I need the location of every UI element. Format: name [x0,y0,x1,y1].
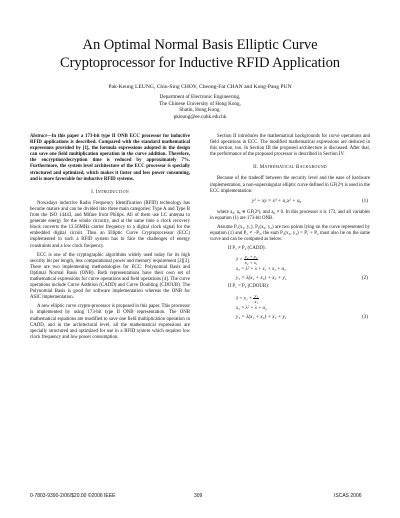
equation-2-number: (2) [361,275,368,282]
cdoub-lambda-fraction [253,293,259,304]
cadd-lambda-denominator: x₂ + x₁ [244,260,258,266]
author-email: pkleung@ee.cuhk.edu.hk [173,113,227,120]
affiliation-block [10,94,390,120]
cadd-lambda [236,254,370,265]
abstract-text: —In this paper a 173-bit type II ONB ECC processor for inductive RFID applications is described. Compared with the standard mathematical expressions provided by [1], the formula expressions adopted in the design can save one field multiplication operation in the curve addition. Therefore, the encryption/decryption time is reduced by approximately 7%. Furthermore, the system level architecture of the ECC processor is specially structured and optimized, which makes it faster and less power consuming, and is more favorable for inductive RFID systems. [30,134,190,182]
cadd-lambda-numerator: y₂ + y₁ [244,254,258,260]
section-overview-paragraph: Section II introduces the mathematical backgrounds for curve operations and field operations in ECC. The modified mathematical expressions are deduced in this section, too. In Section III the proposed architecture is discussed. After that, the performance of the proposed processor is described in Section IV. [210,134,370,158]
abstract [30,134,190,183]
background-paragraph-1: Because of the tradeoff between the security level and the ease of hardware implementation, a non-supersingular elliptic curve defined in GF(2ⁿ) is used in the ECC implementation: [210,176,370,194]
section-heading-math-background: II. Mathematical Background [253,165,327,171]
equation-3 [210,314,370,321]
section-heading-introduction: I. Introduction [91,189,129,195]
footer-page-number: 309 [194,493,203,499]
affiliation-line: The Chinese University of Hong Kong, [159,100,241,107]
cdoub-lambda [236,293,370,304]
cdoub-lambda-lhs: λ = x₁ + [236,296,253,302]
footer-copyright: 0-7803-9390-2/06/$20.00 ©2006 IEEE [30,493,116,499]
cadd-y3: y₃ = λ(x₁ + x₃) + x₃ + y₁ [236,275,287,282]
case-cdoub-label: If P₁ = P₂ (CDOUB): [228,284,270,290]
affiliation-line: Shatin, Hong Kong. [179,107,221,114]
case-cadd-label: If P₁ ≠ P₂ (CADD): [228,246,266,252]
equation-1-number: (1) [361,197,368,204]
cadd-lambda-lhs: λ = [236,257,243,263]
cdoub-lambda-denominator: x₁ [254,298,258,304]
cdoub-y3: y₃ = λ(x₁ + x₃) + x₃ + y₁ [236,313,287,320]
cdoub-x3: x₃ = λ² + λ + a₂ [236,305,267,311]
intro-paragraph-3: A new elliptic curve crypto-processor is proposed in this paper. This processor is implemented by using 173-bit type II ONB representation. The ONB mathematical equations are modified to save one field multiplication operation in CADD, and in the architectural level, all the mathematical expressions are specially structured and optimized for use in a RFID system which requires low clock frequency and low power consumption. [30,304,190,340]
equation-2 [210,275,370,282]
intro-paragraph-1: Nowadays inductive Radio Frequency Identification (RFID) technology has become mature and can be divided into three main categories: Type A and Type B from the ISO 14443, and Mifare from Philips. All of them use LC antenna to generate energy for the whole circuitry, and at the same time a clock recovery block converts the 13.56MHz carrier frequency to a digital clock signal for the embedded digital circuit. Thus an Elliptic Curve Cryptoprocessor (ECC) implemented in such a RFID system has to face the challenges of energy constraints and a low clock frequency. [30,200,190,249]
paper-title-line2: Cryptoprocessor for Inductive RFID Application [60,55,340,71]
affiliation-line: Department of Electronic Engineering, [159,94,241,100]
cdoub-lambda-numerator: y₁ [254,292,258,298]
intro-paragraph-2: ECC is one of the cryptographic algorithms widely used today for its high security bit per length, less computational power and memory requirement [2][3]. There are two implementing methodologies for ECC: Polynomial Basis and Optimal Normal Basis (ONB). Both representations have their own set of mathematical expressions for curve operations and field operations [4]. The curve operations include Curve Addition (CADD) and Curve Doubling (CDOUB). The Polynomial Basis is good for software implementation whereas the ONB for ASIC implementation. [30,252,190,301]
paper-title-line1: An Optimal Normal Basis Elliptic Curve [82,37,318,53]
background-paragraph-2: where a₂, a₆ ∈ GF(2ⁿ), and a₆ ≠ 0. In this processor n is 173, and all variables in equation (1) are 173-bit ONB. [210,209,370,221]
cadd-lambda-fraction [244,254,259,265]
cadd-x3: x₃ = λ² + λ + x₁ + x₂ + a₂ [236,267,286,273]
author-list: Pak-Keung LEUNG, Chiu-Sing CHOY, Cheong-Fat CHAN and Kong-Pang PUN [108,84,292,90]
right-column [210,134,370,321]
equation-1 [210,198,370,207]
footer-conference: ISCAS 2006 [334,493,362,499]
equation-3-number: (3) [361,313,368,320]
equation-1-expression: y² + xy = x³ + a₂x² + a₆ [252,197,302,204]
left-column [30,134,190,344]
background-paragraph-3: Assume P₁(x₁, y₁), P₂(x₂, y₂) are two points lying on the curve represented by equation (1) and P₁ ≠ −P₂, the sum P₃(x₃, y₃) = P₁ + P₂ must also lie on the same curve and can be computed as below: [210,224,370,243]
abstract-label: Abstract [30,134,47,139]
